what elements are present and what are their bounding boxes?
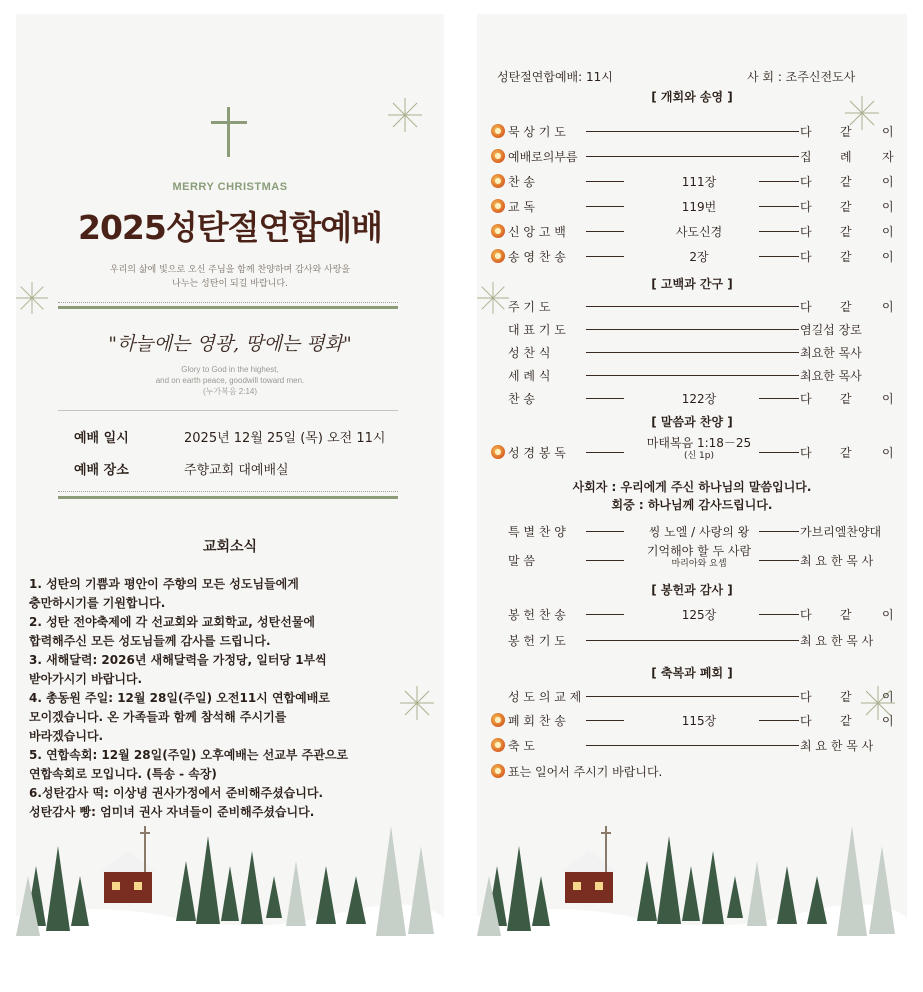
leader-char: 다 xyxy=(800,225,812,239)
leader-char: 이 xyxy=(882,446,894,460)
news-line: 1. 성탄의 기쁨과 평안이 주향의 모든 성도님들에게 xyxy=(29,577,299,591)
verse-title: "하늘에는 영광, 땅에는 평화" xyxy=(108,333,352,355)
leader-char: 같 xyxy=(840,392,852,406)
leader-char: 이 xyxy=(882,200,894,214)
news-line: 6.성탄감사 떡: 이상녕 권사가정에서 준비해주셨습니다. xyxy=(29,786,324,800)
divider xyxy=(58,496,398,499)
program-item-label: 주 기 도 xyxy=(508,300,551,314)
leader-char: 례 xyxy=(840,150,852,164)
verse-english xyxy=(16,364,444,397)
program-item-detail: 2장 xyxy=(689,250,709,264)
program-item-label: 세 례 식 xyxy=(508,369,551,383)
program-row xyxy=(491,197,896,215)
divider xyxy=(58,306,398,309)
news-line: 4. 총동원 주일: 12월 28일(주일) 오전11시 연합예배로 xyxy=(29,691,330,705)
leader-char: 이 xyxy=(882,300,894,314)
leader-dash xyxy=(586,375,799,376)
leader-char: 다 xyxy=(800,714,812,728)
standing-marker-icon xyxy=(491,124,505,138)
leader-char: 같 xyxy=(840,125,852,139)
leader-dash xyxy=(586,696,799,697)
divider xyxy=(58,410,398,411)
program-row xyxy=(491,687,896,705)
program-row xyxy=(491,389,896,407)
standing-marker-icon xyxy=(491,764,505,778)
leader-char: 다 xyxy=(800,125,812,139)
leader-char: 같 xyxy=(840,225,852,239)
cross-icon xyxy=(211,107,247,157)
program-row xyxy=(491,605,896,623)
program-item-label: 묵 상 기 도 xyxy=(508,125,566,139)
service-date-value: 2025년 12월 25일 (목) 오전 11시 xyxy=(184,431,386,446)
news-line: 2. 성탄 전야축제에 각 선교회와 교회학교, 성탄선물에 xyxy=(29,615,315,629)
church-news-title: 교회소식 xyxy=(202,539,258,555)
program-item-label: 찬 송 xyxy=(508,175,535,189)
leader-char: 이 xyxy=(882,608,894,622)
program-item-detail: 122장 xyxy=(681,392,717,406)
leader-char: 같 xyxy=(840,446,852,460)
service-place-value: 주향교회 대예배실 xyxy=(184,463,289,478)
program-item-label: 교 독 xyxy=(508,200,535,214)
leader-name: 가브리엘찬양대 xyxy=(800,525,882,539)
program-row xyxy=(491,366,896,384)
program-item-label: 특 별 찬 양 xyxy=(508,525,566,539)
service-name: 성탄절연합예배: 11시 xyxy=(497,70,613,84)
program-row xyxy=(491,247,896,265)
standing-marker-icon xyxy=(491,445,505,459)
program-item-detail-sub: 마리아와 요셉 xyxy=(671,559,727,569)
program-row xyxy=(491,122,896,140)
leader-dash xyxy=(586,745,799,746)
program-row xyxy=(491,631,896,649)
leader-char: 자 xyxy=(882,150,894,164)
standing-marker-icon xyxy=(491,174,505,188)
service-place-label: 예배 장소 xyxy=(74,463,129,478)
news-line: 충만하시기를 기원합니다. xyxy=(29,596,166,610)
church-news-list xyxy=(29,575,441,822)
section-heading: [ 고백과 간구 ] xyxy=(651,277,733,291)
program-item-label: 대 표 기 도 xyxy=(508,323,566,337)
leader-char: 같 xyxy=(840,175,852,189)
program-row xyxy=(491,522,896,540)
standing-marker-icon xyxy=(491,149,505,163)
program-item-label: 찬 송 xyxy=(508,392,535,406)
sparkle-icon xyxy=(16,282,48,314)
winter-scene-illustration xyxy=(16,806,444,956)
news-line: 받아가시기 바랍니다. xyxy=(29,672,143,686)
presider: 사 회 : 조주신전도사 xyxy=(747,70,856,84)
leader-char: 다 xyxy=(800,392,812,406)
news-line: 연합속회로 모입니다. (특송 - 속장) xyxy=(29,767,217,781)
standing-marker-icon xyxy=(491,249,505,263)
program-row xyxy=(491,297,896,315)
responsive-reading-people: 회중 : 하나님께 감사드립니다. xyxy=(611,498,773,512)
leader-dash xyxy=(586,640,799,641)
leader-char: 다 xyxy=(800,446,812,460)
program-item-detail xyxy=(601,545,797,571)
leader-char: 집 xyxy=(800,150,812,164)
program-row xyxy=(491,147,896,165)
standing-marker-icon xyxy=(491,199,505,213)
leader-dash xyxy=(586,329,799,330)
leader-char: 이 xyxy=(882,250,894,264)
page-title: 2025성탄절연합예배 xyxy=(78,208,382,247)
program-row xyxy=(491,544,896,569)
program-item-detail: 씽 노엘 / 사랑의 왕 xyxy=(648,525,750,539)
leader-dash xyxy=(586,352,799,353)
program-row xyxy=(491,343,896,361)
program-item-detail: 115장 xyxy=(681,714,717,728)
leader-char: 다 xyxy=(800,200,812,214)
subtitle-line: 나누는 성탄이 되길 바랍니다. xyxy=(172,279,288,289)
sparkle-icon xyxy=(388,98,422,132)
program-item-label: 성 찬 식 xyxy=(508,346,551,360)
leader-char: 이 xyxy=(882,392,894,406)
program-item-label: 성 도 의 교 제 xyxy=(508,690,582,704)
divider xyxy=(58,302,398,303)
service-date-label: 예배 일시 xyxy=(74,431,129,446)
leader-char: 같 xyxy=(840,690,852,704)
news-line: 5. 연합속회: 12월 28일(주일) 오후예배는 선교부 주관으로 xyxy=(29,748,348,762)
leader-char: 같 xyxy=(840,200,852,214)
leader-name: 최요한 목사 xyxy=(800,346,862,360)
program-item-detail: 125장 xyxy=(681,608,717,622)
program-row xyxy=(491,320,896,338)
program-row xyxy=(491,222,896,240)
merry-christmas-label: MERRY CHRISTMAS xyxy=(172,181,288,193)
program-item-label: 성 경 봉 독 xyxy=(508,446,566,460)
program-row xyxy=(491,711,896,729)
leader-char: 이 xyxy=(882,690,894,704)
leader-dash xyxy=(586,131,799,132)
program-row xyxy=(491,436,896,461)
section-heading: [ 말씀과 찬양 ] xyxy=(651,415,733,429)
section-heading: [ 축복과 폐회 ] xyxy=(651,666,733,680)
program-item-label: 폐 회 찬 송 xyxy=(508,714,566,728)
leader-char: 다 xyxy=(800,175,812,189)
program-item-label: 송 영 찬 송 xyxy=(508,250,566,264)
section-heading: [ 개회와 송영 ] xyxy=(651,90,733,104)
program-item-label: 신 앙 고 백 xyxy=(508,225,566,239)
bulletin-cover-panel xyxy=(16,14,444,956)
program-row xyxy=(491,736,896,754)
leader-char: 이 xyxy=(882,125,894,139)
news-line: 모이겠습니다. 온 가족들과 함께 참석해 주시기를 xyxy=(29,710,287,724)
program-item-label: 말 씀 xyxy=(508,554,535,568)
leader-name: 최요한 목사 xyxy=(800,369,862,383)
verse-english-line: Glory to God in the highest, xyxy=(181,365,279,374)
divider xyxy=(58,491,398,492)
leader-dash xyxy=(586,156,799,157)
standing-marker-icon xyxy=(491,738,505,752)
news-line: 합력해주신 모든 성도님들께 감사를 드립니다. xyxy=(29,634,271,648)
program-item-detail xyxy=(601,437,797,463)
program-item-detail-main: 마태복음 1:18－25 xyxy=(646,436,752,450)
leader-char: 다 xyxy=(800,608,812,622)
program-item-detail-main: 기억해야 할 두 사람 xyxy=(646,544,752,558)
program-item-label: 축 도 xyxy=(508,739,535,753)
program-item-detail: 119번 xyxy=(681,200,717,214)
leader-char: 다 xyxy=(800,250,812,264)
leader-char: 같 xyxy=(840,608,852,622)
standing-marker-icon xyxy=(491,224,505,238)
news-line: 성탄감사 빵: 엄미녀 권사 자녀들이 준비해주셨습니다. xyxy=(29,805,315,819)
section-heading: [ 봉헌과 감사 ] xyxy=(651,583,733,597)
program-item-detail: 111장 xyxy=(681,175,717,189)
responsive-reading-leader: 사회자 : 우리에게 주신 하나님의 말씀입니다. xyxy=(572,480,812,494)
leader-char: 같 xyxy=(840,250,852,264)
leader-char: 이 xyxy=(882,175,894,189)
program-row xyxy=(491,172,896,190)
subtitle xyxy=(56,263,404,291)
leader-name: 최 요 한 목 사 xyxy=(800,634,874,648)
news-line: 바라겠습니다. xyxy=(29,729,104,743)
order-of-worship-panel xyxy=(477,14,907,956)
subtitle-line: 우리의 삶에 빛으로 오신 주님을 함께 찬양하며 감사와 사랑을 xyxy=(109,265,351,275)
leader-char: 같 xyxy=(840,714,852,728)
verse-reference: (누가복음 2:14) xyxy=(202,387,258,396)
leader-char: 다 xyxy=(800,690,812,704)
leader-char: 이 xyxy=(882,714,894,728)
leader-char: 같 xyxy=(840,300,852,314)
winter-scene-illustration xyxy=(477,806,907,956)
leader-char: 이 xyxy=(882,225,894,239)
footnote: 표는 일어서 주시기 바랍니다. xyxy=(508,765,663,779)
program-item-detail: 사도신경 xyxy=(675,225,723,239)
leader-dash xyxy=(586,306,799,307)
leader-name: 염길섭 장로 xyxy=(800,323,862,337)
program-item-label: 예배로의부름 xyxy=(508,150,578,164)
program-item-label: 봉 헌 찬 송 xyxy=(508,608,566,622)
program-item-label: 봉 헌 기 도 xyxy=(508,634,566,648)
standing-marker-icon xyxy=(491,713,505,727)
news-line: 3. 새해달력: 2026년 새해달력을 가정당, 일터당 1부씩 xyxy=(29,653,327,667)
program-item-detail-sub: (신 1p) xyxy=(683,451,715,461)
leader-char: 다 xyxy=(800,300,812,314)
leader-name: 최 요 한 목 사 xyxy=(800,554,874,568)
leader-name: 최 요 한 목 사 xyxy=(800,739,874,753)
verse-english-line: and on earth peace, goodwill toward men. xyxy=(155,376,305,385)
footnote-row xyxy=(491,762,896,780)
